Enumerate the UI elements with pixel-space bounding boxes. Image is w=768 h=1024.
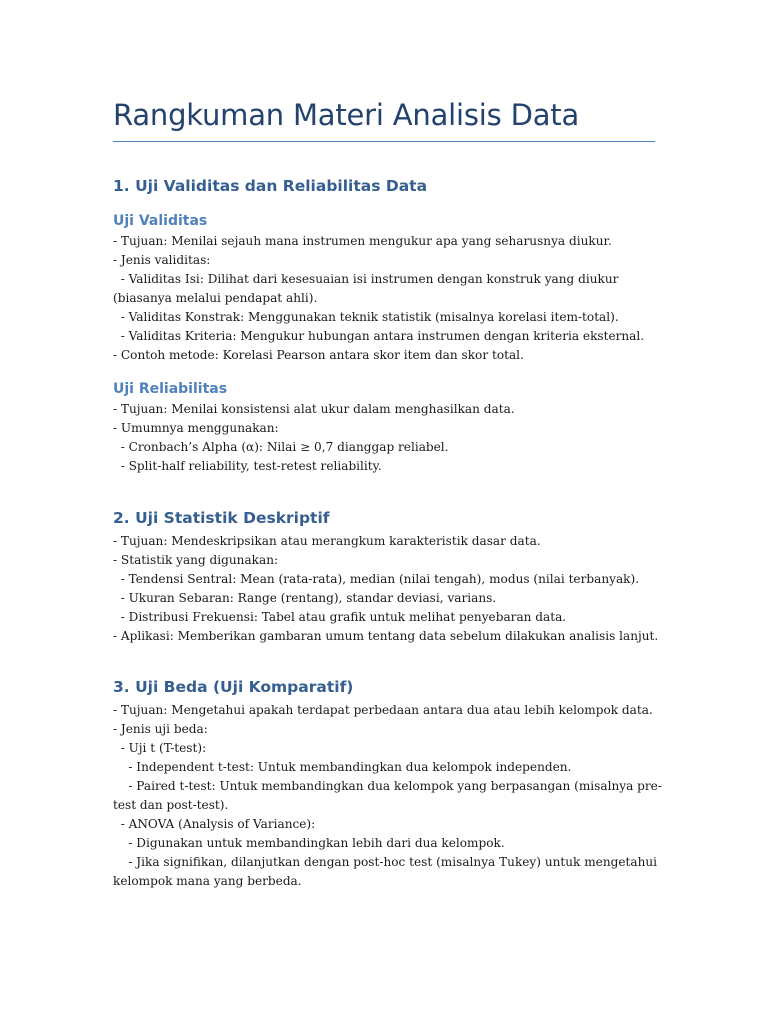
body-line: - Cronbach’s Alpha (α): Nilai ≥ 0,7 dianggap reliabel. [113,440,449,454]
body-line: - Validitas Kriteria: Mengukur hubungan antara instrumen dengan kriteria eksternal. [113,329,645,343]
body-line: (biasanya melalui pendapat ahli). [113,291,318,305]
body-line: - Aplikasi: Memberikan gambaran umum tentang data sebelum dilakukan analisis lanjut. [113,629,659,643]
body-line: - Statistik yang digunakan: [113,553,279,567]
body-line: - Tujuan: Mengetahui apakah terdapat perbedaan antara dua atau lebih kelompok data. [113,703,653,717]
subsection-heading-uji-reliabilitas: Uji Reliabilitas [113,381,228,397]
body-line: - Jenis uji beda: [113,722,208,736]
validitas-body [113,232,656,365]
body-line: - Tujuan: Mendeskripsikan atau merangkum karakteristik dasar data. [113,534,541,548]
section-heading-uji-beda: 3. Uji Beda (Uji Komparatif) [113,678,354,696]
body-line: - Tendensi Sentral: Mean (rata-rata), median (nilai tengah), modus (nilai terbanyak). [113,572,640,586]
reliabilitas-body [113,400,656,476]
body-line: - Distribusi Frekuensi: Tabel atau grafik untuk melihat penyebaran data. [113,610,567,624]
body-line: - Paired t-test: Untuk membandingkan dua kelompok yang berpasangan (misalnya pre- [113,779,662,793]
body-line: - Tujuan: Menilai sejauh mana instrumen mengukur apa yang seharusnya diukur. [113,234,612,248]
body-line: - Uji t (T-test): [113,741,207,755]
document-title: Rangkuman Materi Analisis Data [113,98,580,132]
title-underline [113,141,655,142]
uji-beda-body [113,701,662,891]
subsection-heading-uji-validitas: Uji Validitas [113,213,208,229]
body-line: - Umumnya menggunakan: [113,421,279,435]
body-line: - ANOVA (Analysis of Variance): [113,817,316,831]
body-line: - Split-half reliability, test-retest reliability. [113,459,382,473]
body-line: kelompok mana yang berbeda. [113,874,302,888]
statistik-deskriptif-body [113,532,659,646]
body-line: - Contoh metode: Korelasi Pearson antara skor item dan skor total. [113,348,524,362]
section-heading-validitas-reliabilitas: 1. Uji Validitas dan Reliabilitas Data [113,177,428,195]
body-line: - Digunakan untuk membandingkan lebih dari dua kelompok. [113,836,505,850]
body-line: - Ukuran Sebaran: Range (rentang), standar deviasi, varians. [113,591,497,605]
body-line: - Tujuan: Menilai konsistensi alat ukur dalam menghasilkan data. [113,402,515,416]
body-line: - Validitas Konstrak: Menggunakan teknik statistik (misalnya korelasi item-total). [113,310,619,324]
body-line: - Independent t-test: Untuk membandingkan dua kelompok independen. [113,760,572,774]
body-line: test dan post-test). [113,798,229,812]
section-heading-statistik-deskriptif: 2. Uji Statistik Deskriptif [113,509,330,527]
body-line: - Jenis validitas: [113,253,211,267]
body-line: - Validitas Isi: Dilihat dari kesesuaian isi instrumen dengan konstruk yang diukur [113,272,619,286]
body-line: - Jika signifikan, dilanjutkan dengan post-hoc test (misalnya Tukey) untuk mengetahui [113,855,658,869]
